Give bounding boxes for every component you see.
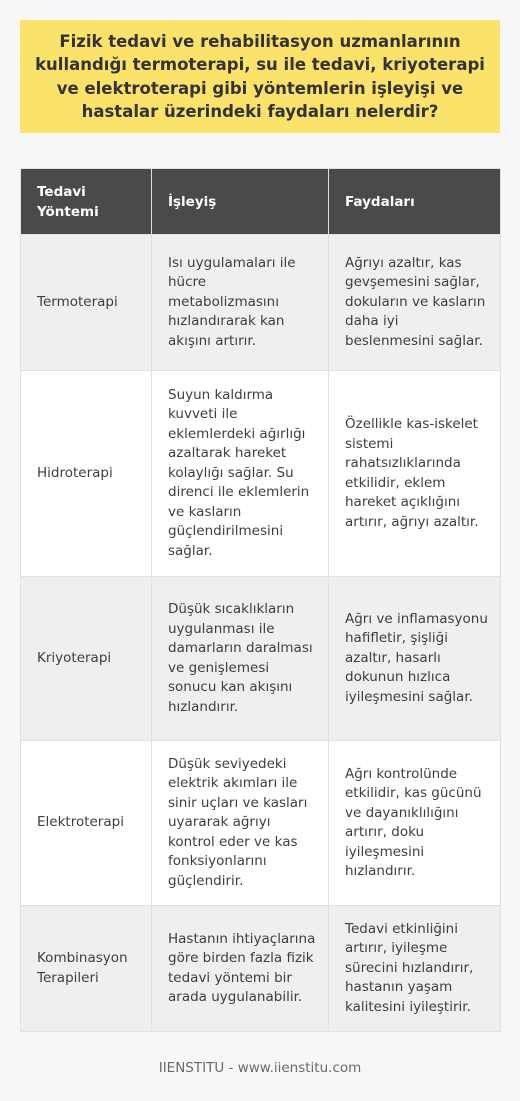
treatment-table — [20, 168, 501, 1032]
question-title: Fizik tedavi ve rehabilitasyon uzmanlarının kullandığı termoterapi, su ile tedavi, kriyoterapi ve elektroterapi gibi yöntemlerin işleyişi ve hastalar üzerindeki faydaları nelerdir? — [35, 31, 485, 121]
header-mechanism: İşleyiş — [152, 169, 329, 235]
mechanism-cell: Isı uygulamaları ile hücre metabolizmasını hızlandırarak kan akışını artırır. — [152, 235, 329, 371]
table-row — [21, 906, 501, 1032]
mechanism-cell: Hastanın ihtiyaçlarına göre birden fazla fizik tedavi yöntemi bir arada uygulanabilir. — [152, 906, 329, 1032]
benefits-cell: Ağrıyı azaltır, kas gevşemesini sağlar, dokuların ve kasların daha iyi beslenmesini sağlar. — [329, 235, 501, 371]
benefits-cell: Tedavi etkinliğini artırır, iyileşme sürecini hızlandırır, hastanın yaşam kalitesini iyileştirir. — [329, 906, 501, 1032]
mechanism-cell: Düşük sıcaklıkların uygulanması ile damarların daralması ve genişlemesi sonucu kan akışını hızlandırır. — [152, 577, 329, 741]
benefits-cell: Ağrı kontrolünde etkilidir, kas gücünü ve dayanıklılığını artırır, doku iyileşmesini hızlandırır. — [329, 741, 501, 906]
mechanism-cell: Düşük seviyedeki elektrik akımları ile sinir uçları ve kasları uyararak ağrıyı kontrol eder ve kas fonksiyonlarını güçlendirir. — [152, 741, 329, 906]
method-cell: Termoterapi — [21, 235, 152, 371]
table-row — [21, 741, 501, 906]
question-box — [20, 20, 500, 133]
method-cell: Kriyoterapi — [21, 577, 152, 741]
table-row — [21, 371, 501, 577]
header-method: Tedavi Yöntemi — [21, 169, 152, 235]
table-row — [21, 577, 501, 741]
method-cell: Kombinasyon Terapileri — [21, 906, 152, 1032]
benefits-cell: Ağrı ve inflamasyonu hafifletir, şişliği azaltır, hasarlı dokunun hızlıca iyileşmesini sağlar. — [329, 577, 501, 741]
footer-credit: IIENSTITU - www.iienstitu.com — [158, 1060, 362, 1076]
mechanism-cell: Suyun kaldırma kuvveti ile eklemlerdeki ağırlığı azaltarak hareket kolaylığı sağlar. Su direnci ile eklemlerin ve kasların güçlendirilmesini sağlar. — [152, 371, 329, 577]
header-benefits: Faydaları — [329, 169, 501, 235]
table-header-row — [21, 169, 501, 235]
method-cell: Elektroterapi — [21, 741, 152, 906]
benefits-cell: Özellikle kas-iskelet sistemi rahatsızlıklarında etkilidir, eklem hareket açıklığını artırır, ağrıyı azaltır. — [329, 371, 501, 577]
method-cell: Hidroterapi — [21, 371, 152, 577]
table-row — [21, 235, 501, 371]
